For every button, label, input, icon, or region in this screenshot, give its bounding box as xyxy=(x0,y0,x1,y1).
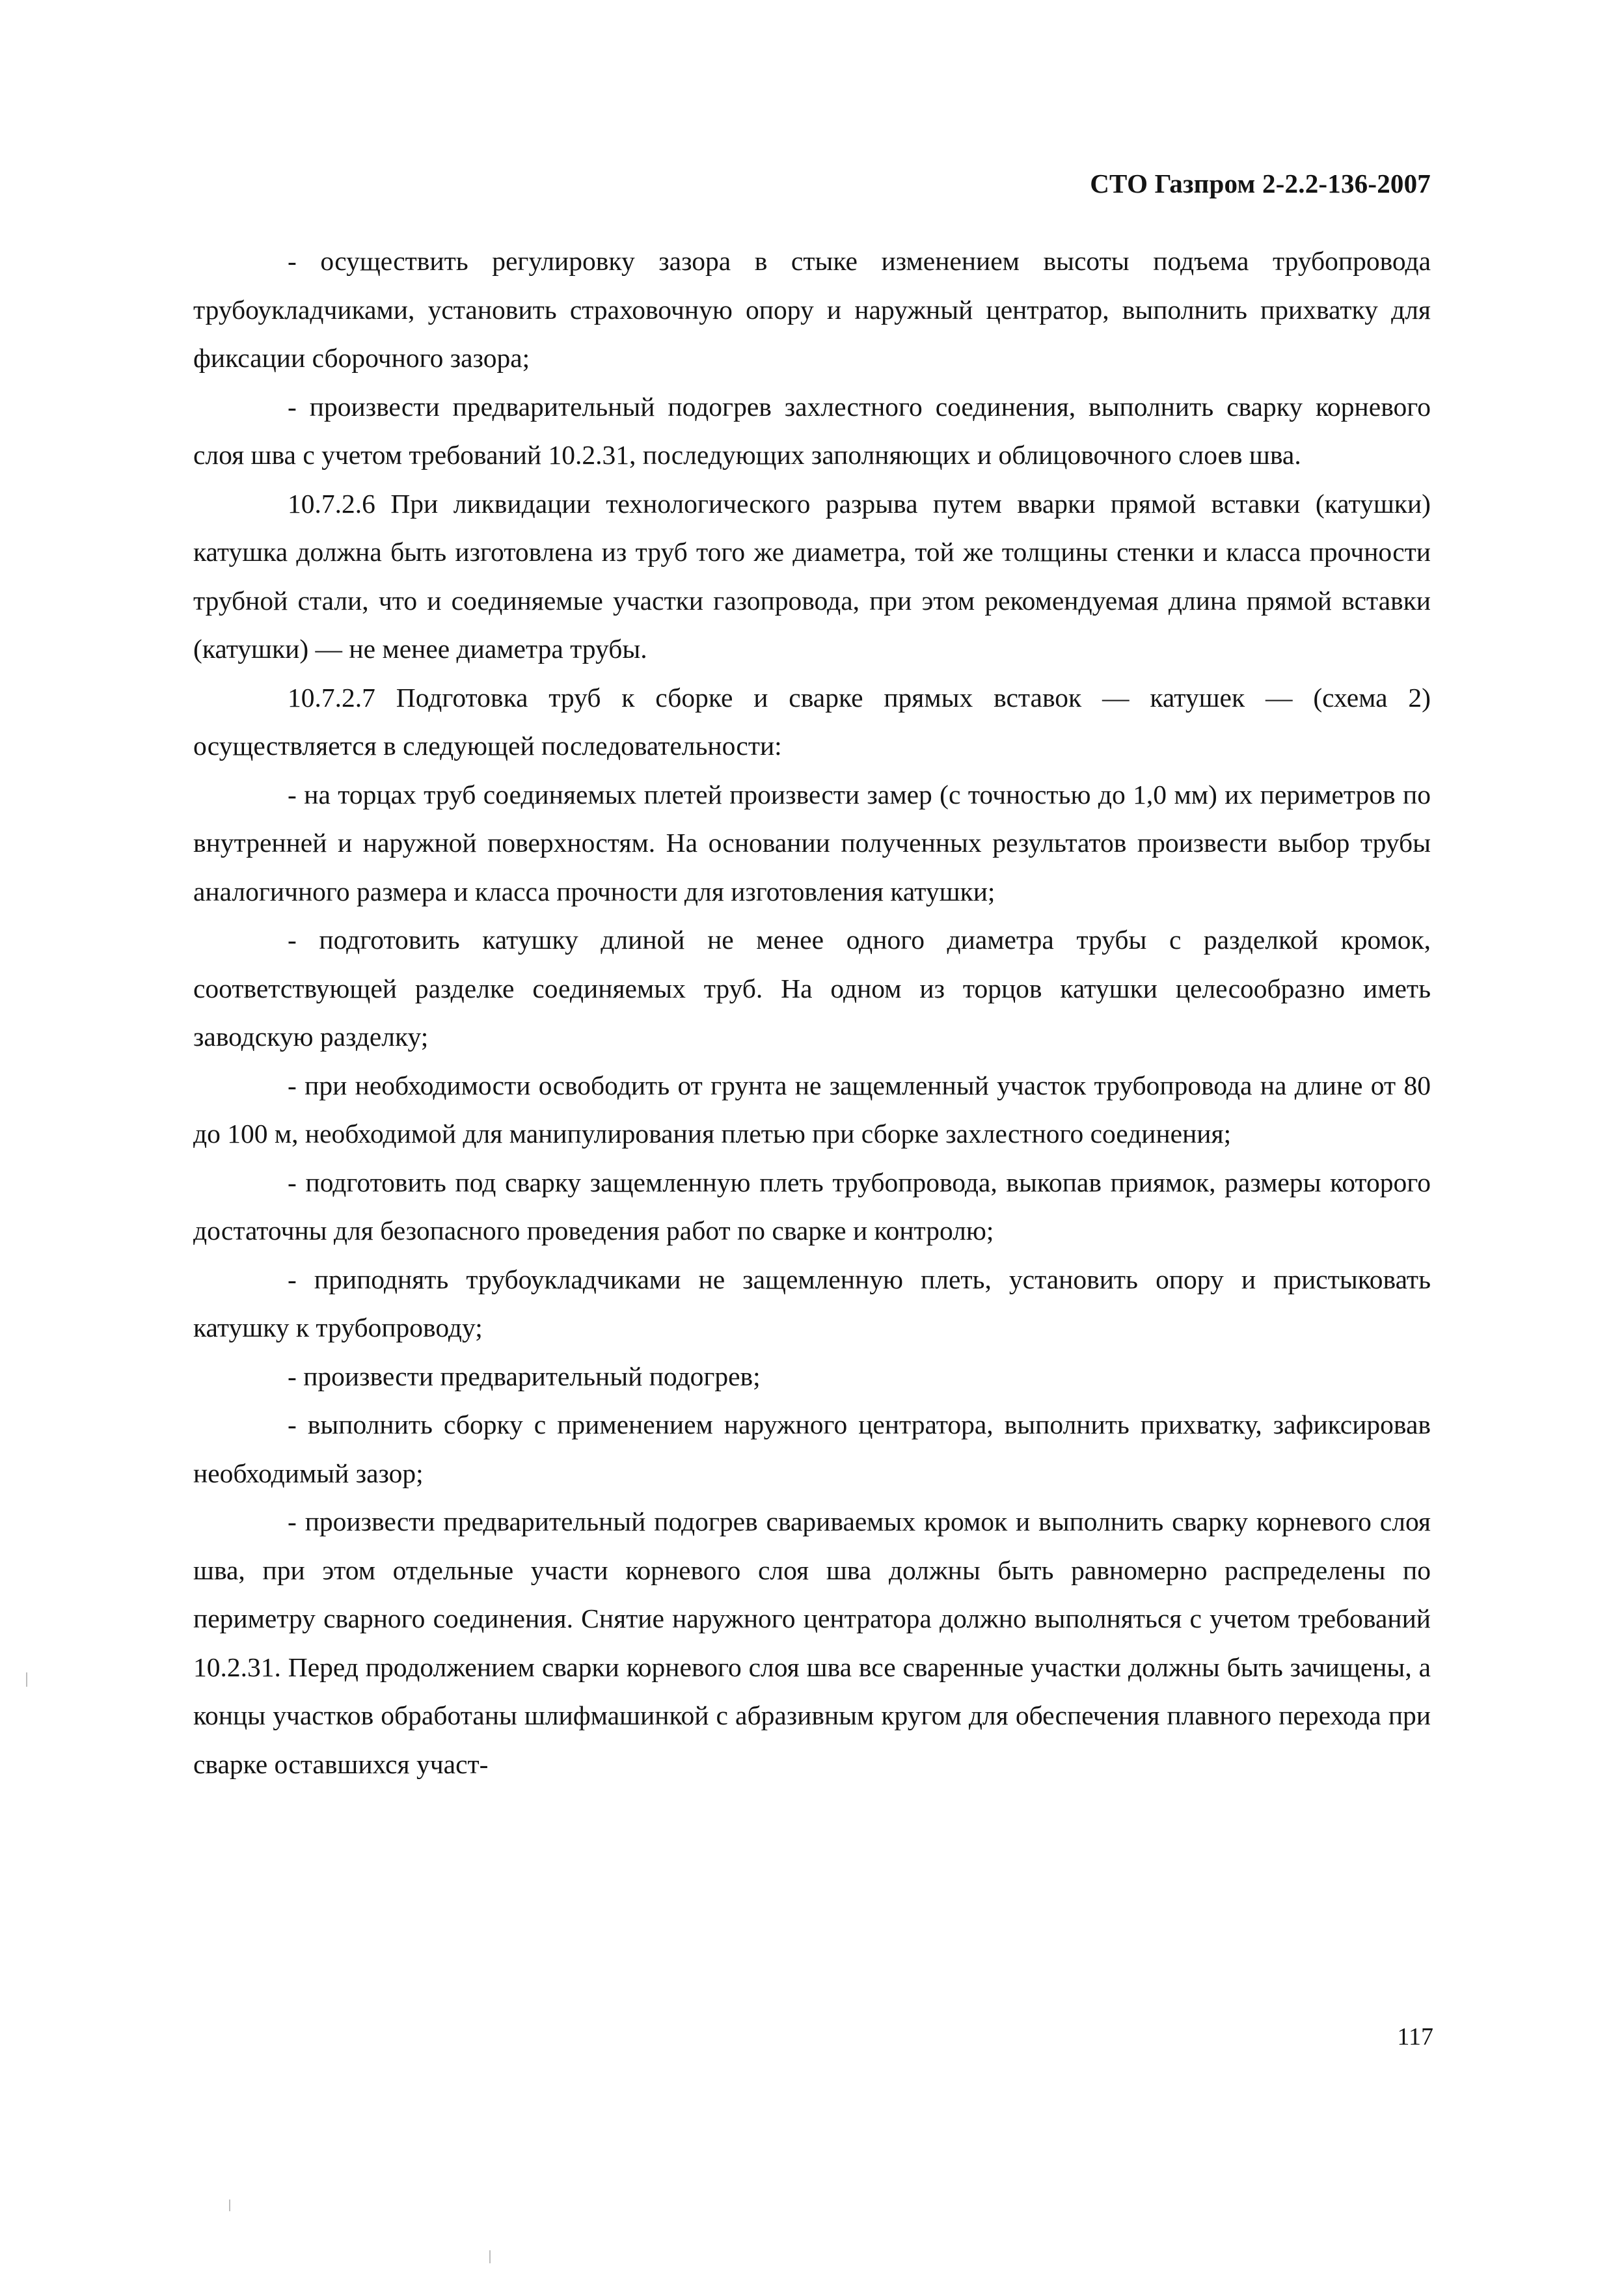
paragraph: - при необходимости освободить от грунта не защемленный участок трубопровода на длине от 80 до 100 м, необходимой для манипулирования плетью при сборке захлестного соединения; xyxy=(193,1070,1431,1149)
paragraph: 10.7.2.6 При ликвидации технологического разрыва путем вварки прямой вставки (катушки) катушка должна быть изготовлена из труб того же диаметра, той же толщины стенки и класса прочности трубной стали, что и соединяемые участки газопровода, при этом рекомендуемая длина прямой вставки (катушки) — не менее диаметра трубы. xyxy=(193,488,1431,664)
page-number: 117 xyxy=(1397,2023,1433,2050)
paragraph: - осуществить регулировку зазора в стыке изменением высоты подъема трубопровода трубоукладчиками, установить страховочную опору и наружный центратор, выполнить прихватку для фиксации сборочного зазора; xyxy=(193,246,1431,373)
document-code-header: СТО Газпром 2-2.2-136-2007 xyxy=(1090,169,1431,198)
paragraph: - произвести предварительный подогрев; xyxy=(288,1361,761,1391)
paragraph: - произвести предварительный подогрев захлестного соединения, выполнить сварку корневого слоя шва с учетом требований 10.2.31, последующих заполняющих и облицовочного слоев шва. xyxy=(193,391,1431,470)
paragraph: 10.7.2.7 Подготовка труб к сборке и сварке прямых вставок — катушек — (схема 2) осуществляется в следующей последовательности: xyxy=(193,682,1431,761)
paragraph: - произвести предварительный подогрев свариваемых кромок и выполнить сварку корневого слоя шва, при этом отдельные участи корневого слоя шва должны быть равномерно распределены по периметру сварного соединения. Снятие наружного центратора должно выполняться с учетом требований 10.2.31. Перед продолжением сварки корневого слоя шва все сваренные участки должны быть зачищены, а концы участков обработаны шлифмашинкой с абразивным кругом для обеспечения плавного перехода при сварке оставшихся участ- xyxy=(193,1506,1431,1779)
paragraph: - приподнять трубоукладчиками не защемленную плеть, установить опору и пристыковать катушку к трубопроводу; xyxy=(193,1264,1431,1342)
paragraph: - выполнить сборку с применением наружного центратора, выполнить прихватку, зафиксировав необходимый зазор; xyxy=(193,1410,1431,1488)
scan-artifact xyxy=(229,2200,230,2211)
paragraph: - подготовить катушку длиной не менее одного диаметра трубы с разделкой кромок, соответствующей разделке соединяемых труб. На одном из торцов катушки целесообразно иметь заводскую разделку; xyxy=(193,925,1431,1052)
scan-artifact xyxy=(26,1672,27,1687)
body-text xyxy=(193,237,1431,1788)
paragraph: - подготовить под сварку защемленную плеть трубопровода, выкопав приямок, размеры которого достаточны для безопасного проведения работ по сварке и контролю; xyxy=(193,1167,1431,1246)
paragraph: - на торцах труб соединяемых плетей произвести замер (с точностью до 1,0 мм) их периметров по внутренней и наружной поверхностям. На основании полученных результатов произвести выбор трубы аналогичного размера и класса прочности для изготовления катушки; xyxy=(193,779,1431,906)
scan-artifact xyxy=(489,2250,491,2263)
